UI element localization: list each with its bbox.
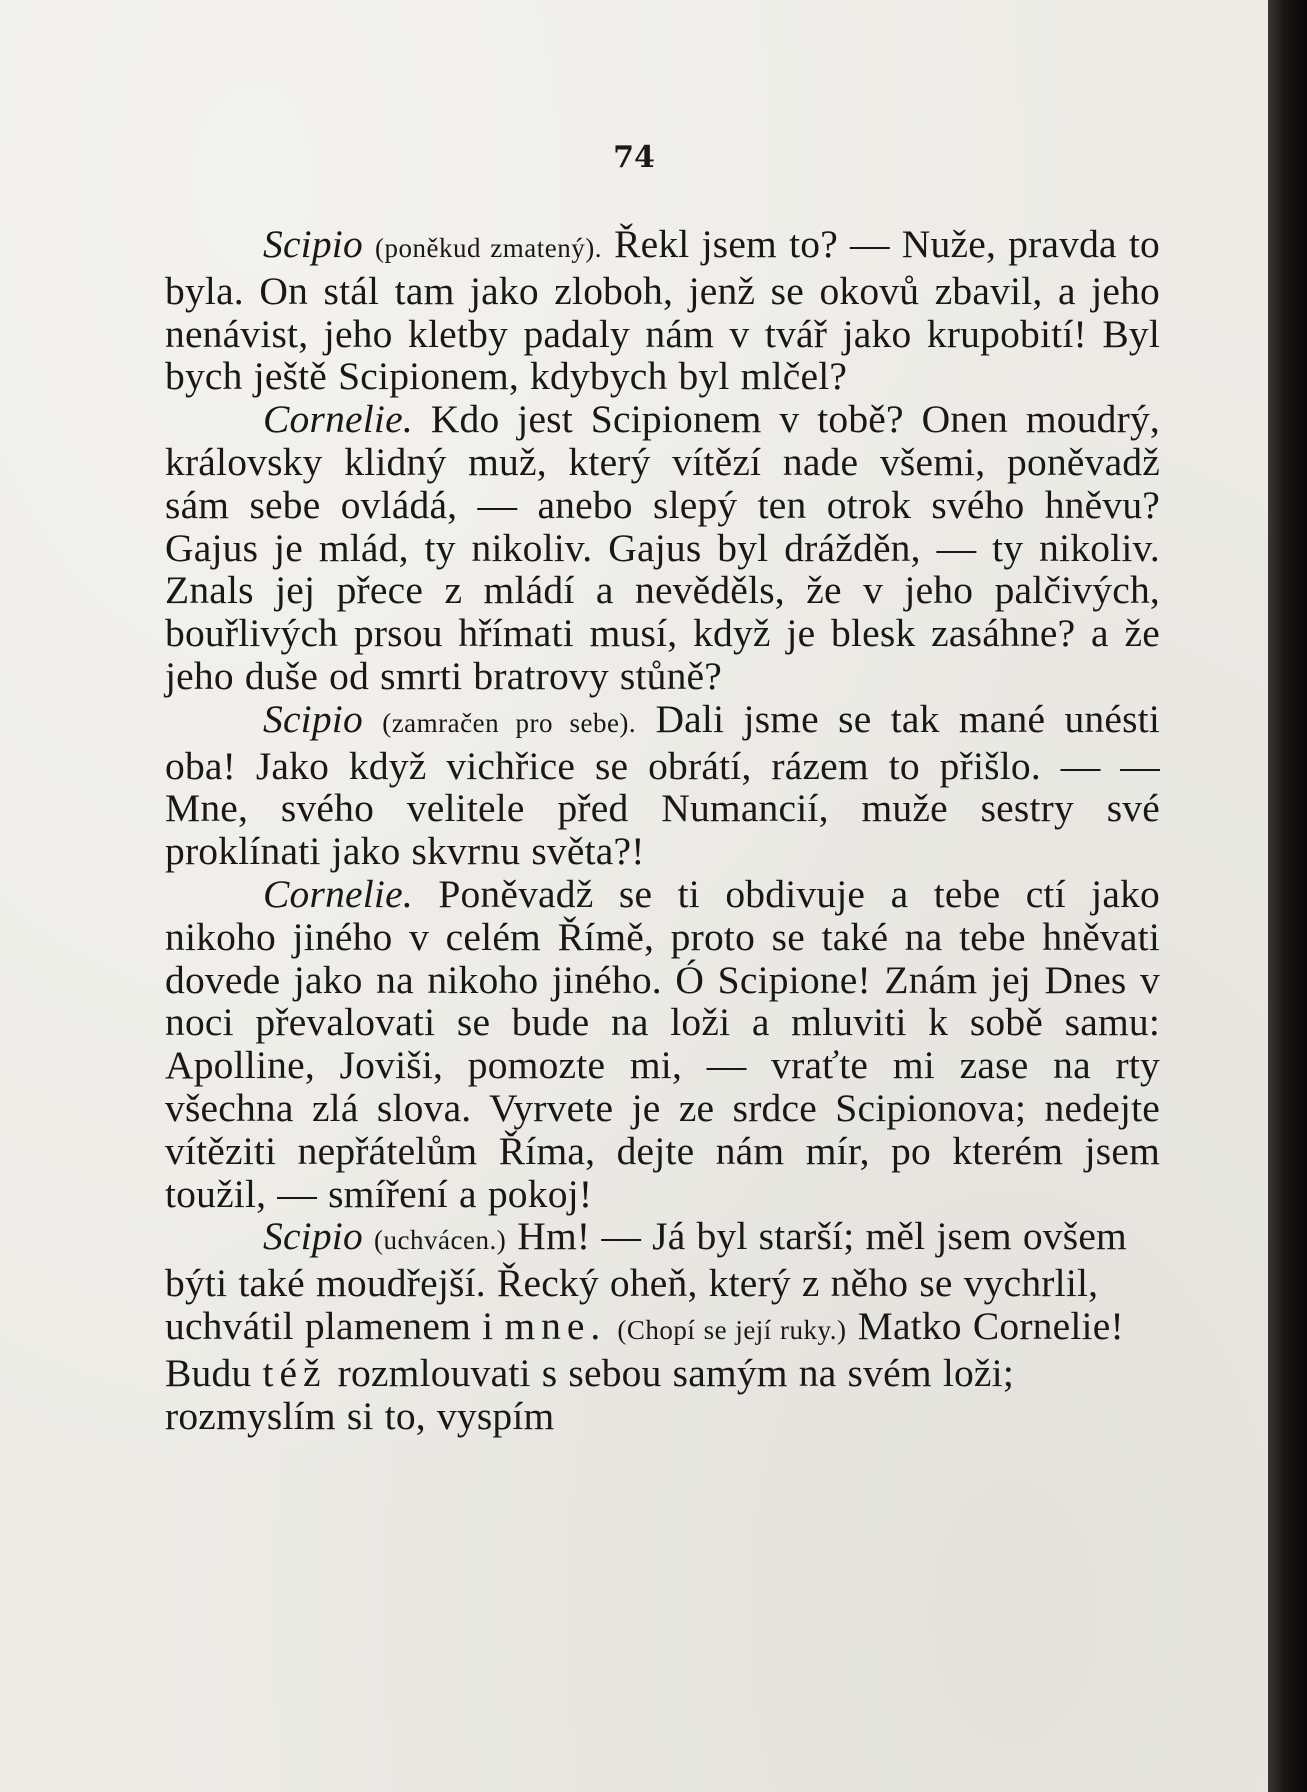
paragraph xyxy=(165,873,1160,1215)
stage-direction: (zamračen pro sebe). xyxy=(382,707,637,738)
paragraph xyxy=(165,698,1160,873)
dialogue-text: Kdo jest Scipionem v tobě? Onen moudrý, královsky klidný muž, který vítězí nade všemi, poněvadž sám sebe ovládá, — anebo slepý ten otrok svého hněvu? Gajus je mlád, ty nikoliv. Gajus byl drážděn, — ty nikoliv. Znals jej přece z mládí a nevěděls, že v jeho palčivých, bouřlivých prsou hřímati musí, když je blesk zasáhne? a že jeho duše od smrti bratrovy stůně? xyxy=(165,397,1161,698)
page-text xyxy=(165,223,1160,1437)
dialogue-text: rozmlouvati s sebou samým na svém loži; rozmyslím si to, vyspím xyxy=(165,1350,1015,1438)
speaker-name: Scipio xyxy=(263,696,363,741)
dialogue-text: Dali jsme se tak mané unésti oba! Jako když vichřice se obrátí, rázem to přišlo. — — Mne, svého velitele před Numancií, muže sestry své proklínati jako skvrnu světa?! xyxy=(165,696,1160,874)
emphasized-word: též xyxy=(262,1350,327,1395)
dialogue-text: Řekl jsem to? — Nuže, pravda to byla. On stál tam jako zloboh, jenž se okovů zbavil, a jeho nenávist, jeho kletby padaly nám v tvář jako krupobití! Byl bych ještě Scipionem, kdybych byl mlčel? xyxy=(165,222,1161,399)
speaker-name: Scipio xyxy=(263,1214,363,1259)
page-number: 74 xyxy=(613,140,655,175)
emphasized-word: mne. xyxy=(504,1303,607,1348)
page-edge-shadow xyxy=(1268,0,1307,1792)
stage-direction: (uchvácen.) xyxy=(374,1225,507,1256)
dialogue-text: Hm! — Já byl starší; měl jsem ovšem býti také moudřejší. Řecký oheň, který z něho se vychrlil, uchvátil plamenem i xyxy=(165,1214,1127,1348)
dialogue-text: Matko Cornelie! Budu xyxy=(165,1303,1124,1395)
speaker-name: Cornelie. xyxy=(263,397,413,442)
speaker-name: Scipio xyxy=(263,222,363,266)
paragraph xyxy=(165,1215,1160,1437)
paragraph xyxy=(165,398,1160,698)
paragraph xyxy=(165,223,1160,398)
stage-direction: (poněkud zmatený). xyxy=(375,233,602,263)
dialogue-text: Poněvadž se ti obdivuje a tebe ctí jako nikoho jiného v celém Římě, proto se také na tebe hněvati dovede jako na nikoho jiného. Ó Scipione! Znám jej Dnes v noci převalovati se bude na loži a mluviti k sobě samu: Apolline, Joviši, pomozte mi, — vraťte mi zase na rty všechna zlá slova. Vyrvete je ze srdce Scipionova; nedejte vítěziti nepřátelům Říma, dejte nám mír, po kterém jsem toužil, — smíření a pokoj! xyxy=(165,871,1160,1216)
stage-direction: (Chopí se její ruky.) xyxy=(617,1314,847,1345)
speaker-name: Cornelie. xyxy=(263,871,413,916)
